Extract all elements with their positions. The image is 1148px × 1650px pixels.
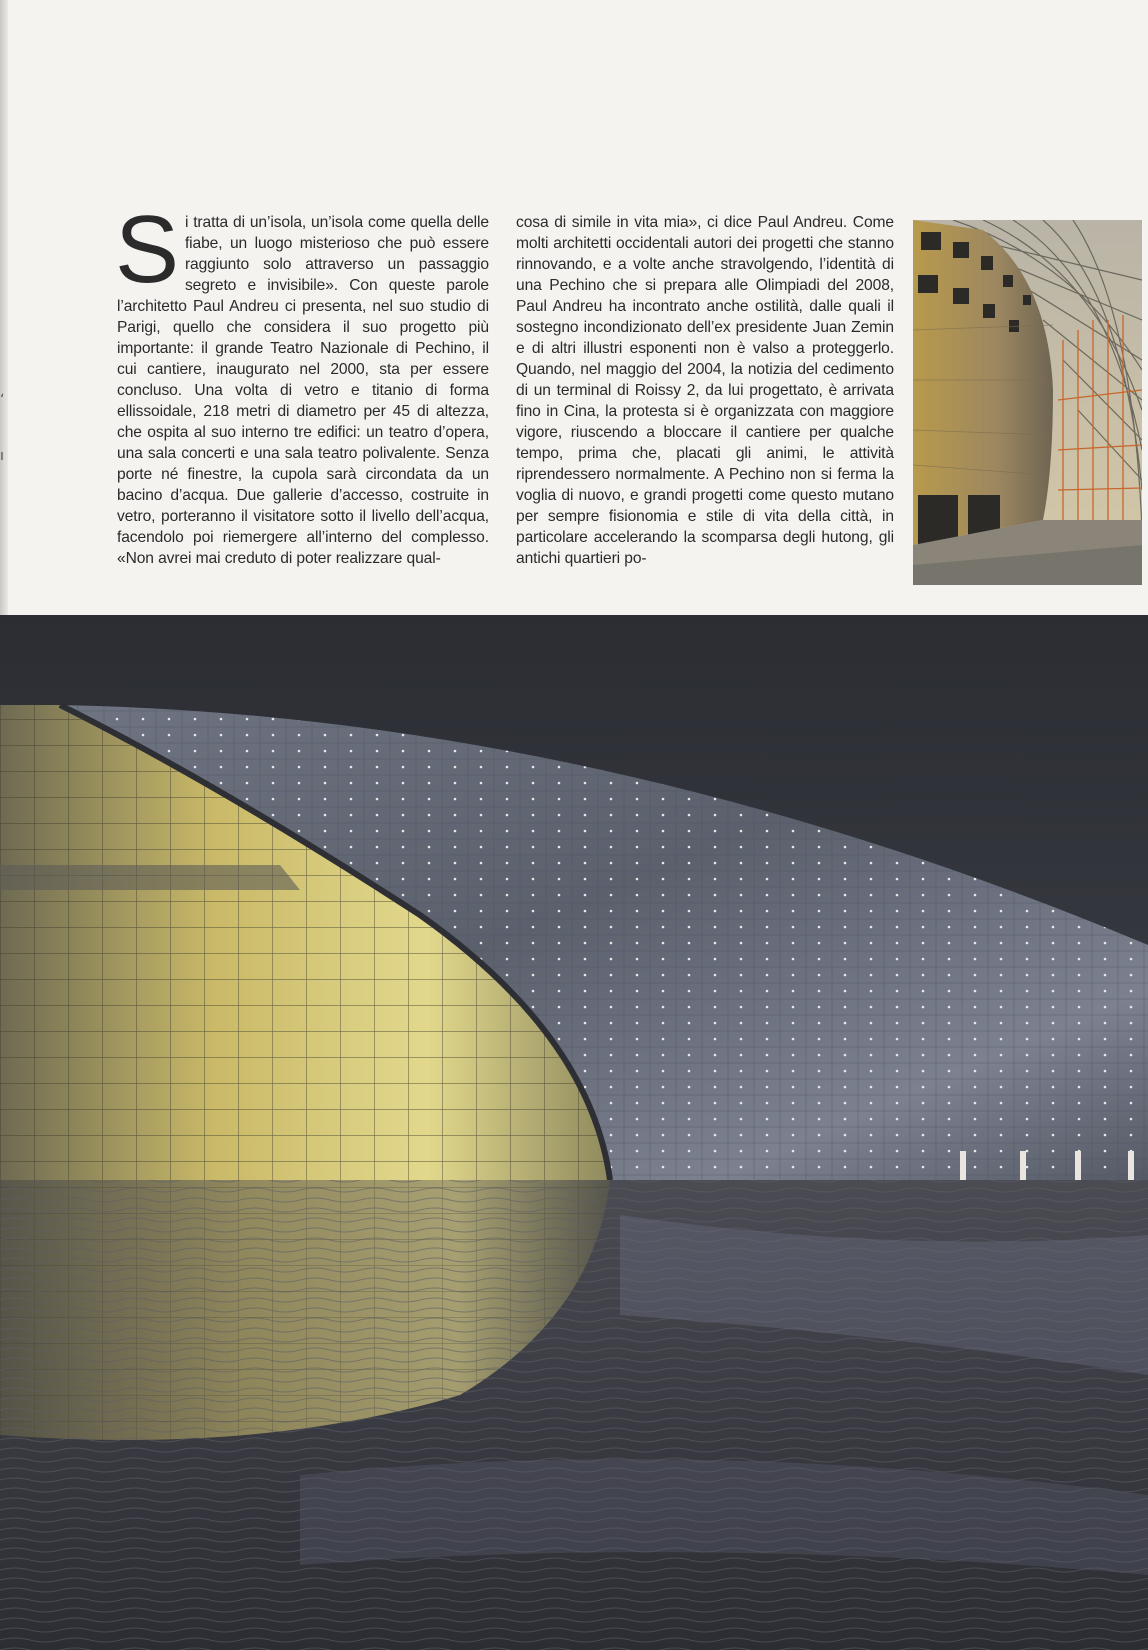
article-column-2 (516, 212, 894, 569)
drop-cap: S (115, 196, 179, 303)
dome-illustration (0, 615, 1148, 1650)
article-paragraph-1: i tratta di un’isola, un’isola come quella delle fiabe, un luogo misterioso che può essere raggiunto solo attraverso un passaggio segreto e invisibile». Con queste parole l’architetto Paul Andreu ci presenta, nel suo studio di Parigi, quello che considera il suo progetto più importante: il grande Teatro Nazionale di Pechino, il cui cantiere, inaugurato nel 2000, sta per essere concluso. Una volta di vetro e titanio di forma ellissoidale, 218 metri di diametro per 45 di altezza, che ospita al suo interno tre edifici: un teatro d’opera, una sala concerti e una sala teatro polivalente. Senza porte né finestre, la cupola sarà circondata da un bacino d’acqua. Due gallerie d’accesso, costruite in vetro, porteranno il visitatore sotto il livello dell’acqua, facendolo poi riemergere all’interno del complesso. «Non avrei mai creduto di poter realizzare qual- (117, 214, 489, 567)
article-column-1 (115, 196, 489, 569)
construction-site-photo (913, 220, 1142, 585)
margin-mark: ʻ (0, 392, 5, 408)
article-paragraph-2: cosa di simile in vita mia», ci dice Paul Andreu. Come molti architetti occidentali autori dei progetti che stanno rinnovando, e a volte anche stravolgendo, l’identità di una Pechino che si prepara alle Olimpiadi del 2008, Paul Andreu ha incontrato anche ostilità, dalle quali il sostegno incondizionato dell’ex presidente Juan Zemin e di altri illustri esponenti non è valso a proteggerlo. Quando, nel maggio del 2004, la notizia del cedimento di un terminal di Roissy 2, da lui progettato, è arrivata fino in Cina, la protesta si è organizzata con maggiore vigore, riuscendo a bloccare il cantiere per qualche tempo, prima che, placati gli animi, le attività riprendessero normalmente. A Pechino non si ferma la voglia di nuovo, e grandi progetti come questo mutano per sempre fisionomia e stile di vita della città, in particolare accelerando la scomparsa degli hutong, gli antichi quartieri po- (516, 214, 894, 567)
construction-site-illustration (913, 220, 1142, 585)
margin-mark: ı (0, 448, 4, 464)
national-theatre-dome-photo (0, 615, 1148, 1650)
